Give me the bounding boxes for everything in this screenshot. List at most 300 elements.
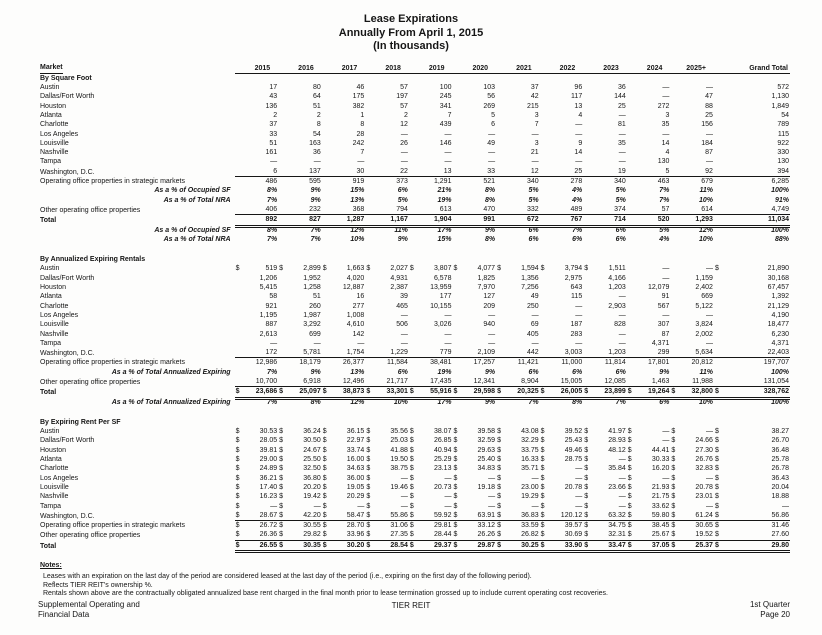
dollar-sign: $ xyxy=(714,502,719,510)
table-row xyxy=(40,157,790,166)
cell: 1,206 xyxy=(259,274,278,282)
cell: 49 xyxy=(530,293,539,301)
cell: 130 xyxy=(777,158,789,166)
dollar-sign: $ xyxy=(540,541,545,549)
cell: 260 xyxy=(309,302,321,310)
cell: 14 xyxy=(661,139,670,147)
dollar-sign: $ xyxy=(714,474,719,482)
cell: 283 xyxy=(570,330,583,338)
cell: 47 xyxy=(705,93,713,101)
cell: 8% xyxy=(572,398,583,406)
cell: 11,988 xyxy=(670,377,714,387)
cell: $ 19,264 xyxy=(627,387,671,397)
year-column-header: 2017 xyxy=(322,63,366,74)
cell: — xyxy=(444,339,452,347)
table-row xyxy=(40,92,790,101)
table-row xyxy=(40,358,790,367)
cell: $ 33.90 xyxy=(540,541,584,551)
table-row xyxy=(40,368,790,377)
footer-center: TIER REIT xyxy=(391,600,431,610)
dollar-sign: $ xyxy=(671,483,676,491)
dollar-sign: $ xyxy=(714,437,719,445)
cell: 30,168 xyxy=(767,274,789,282)
dollar-sign: $ xyxy=(627,474,632,482)
cell: 26,377 xyxy=(342,359,365,367)
cell: 26 xyxy=(400,139,408,147)
dollar-sign: $ xyxy=(279,456,284,464)
cell: 1,754 xyxy=(322,348,366,358)
table-container xyxy=(40,63,792,552)
dollar-sign: $ xyxy=(627,511,632,519)
dollar-sign: $ xyxy=(627,522,632,530)
cell: 679 xyxy=(701,178,713,186)
year-column-header: 2016 xyxy=(278,63,322,74)
cell: $ 19.52 xyxy=(670,530,714,540)
cell: 1,293 xyxy=(670,215,714,225)
cell: $ 24.67 xyxy=(279,446,321,454)
dollar-sign: $ xyxy=(322,483,327,491)
cell: 405 xyxy=(526,330,539,338)
cell: 465 xyxy=(396,302,408,310)
table-row xyxy=(40,292,790,301)
cell: 33 xyxy=(452,167,496,177)
cell: 117 xyxy=(571,93,583,101)
cell: 6,918 xyxy=(278,377,322,387)
cell: 51 xyxy=(269,139,278,147)
cell: 22 xyxy=(365,167,409,177)
cell: 406 xyxy=(235,205,279,215)
cell: 11% xyxy=(394,226,408,234)
dollar-sign: $ xyxy=(497,511,501,519)
dollar-sign: $ xyxy=(409,465,414,473)
dollar-sign: $ xyxy=(627,428,632,436)
dollar-sign: $ xyxy=(671,541,676,549)
cell: $ 328,762 xyxy=(714,387,790,397)
dollar-sign: $ xyxy=(453,511,458,519)
cell: 9% xyxy=(310,196,321,204)
cell: $ — xyxy=(540,465,583,473)
cell: $ 36.80 xyxy=(279,474,321,482)
cell: $ 27.30 xyxy=(671,446,713,454)
cell: $ 16.23 xyxy=(235,493,278,501)
table-row xyxy=(40,167,790,177)
cell: 115 xyxy=(777,130,789,138)
cell: 6,285 xyxy=(771,178,789,186)
dollar-sign: $ xyxy=(366,456,371,464)
cell: 12 xyxy=(400,121,408,129)
cell: — xyxy=(400,330,408,338)
cell: 2,109 xyxy=(452,348,496,358)
cell: 12,496 xyxy=(322,377,366,387)
dollar-sign: $ xyxy=(627,502,632,510)
dollar-sign: $ xyxy=(540,428,545,436)
cell: 12,887 xyxy=(342,284,365,292)
cell: $ 17.40 xyxy=(235,483,278,491)
cell: 520 xyxy=(627,215,671,225)
row-label: Los Angeles xyxy=(40,474,79,482)
cell: 11,000 xyxy=(561,359,583,367)
cell: 3,026 xyxy=(433,321,452,329)
table-row xyxy=(40,483,790,492)
dollar-sign: $ xyxy=(235,541,240,549)
cell: $ 19.18 xyxy=(453,483,496,491)
cell: 12,341 xyxy=(452,377,496,387)
section-header-row xyxy=(40,418,790,427)
table-row xyxy=(40,83,790,92)
dollar-sign: $ xyxy=(714,541,719,549)
cell: 156 xyxy=(701,121,713,129)
cell: $ 16.00 xyxy=(322,456,365,464)
cell: — xyxy=(444,330,452,338)
cell: 12% xyxy=(350,226,365,234)
cell: — xyxy=(488,330,496,338)
row-label: Other operating office properties xyxy=(40,532,141,540)
row-label: Other operating office properties xyxy=(40,206,141,214)
cell: 172 xyxy=(235,348,279,358)
cell: $ 25.03 xyxy=(366,437,408,445)
cell: 87 xyxy=(705,149,713,157)
cell: — xyxy=(270,158,278,166)
table-row xyxy=(40,330,790,339)
cell: $ 34.63 xyxy=(322,465,365,473)
cell: $ 44.41 xyxy=(627,446,670,454)
cell: 4,166 xyxy=(608,274,626,282)
cell: $ 30.50 xyxy=(279,437,321,445)
table-row xyxy=(40,226,790,235)
cell: $ 28.93 xyxy=(584,437,626,445)
cell: 922 xyxy=(777,139,789,147)
table-row xyxy=(40,264,790,273)
cell: 373 xyxy=(396,178,408,186)
cell: 69 xyxy=(530,321,539,329)
dollar-sign: $ xyxy=(235,428,240,436)
cell: 7 xyxy=(360,149,365,157)
cell: $ 34.75 xyxy=(584,522,626,530)
dollar-sign: $ xyxy=(453,428,458,436)
cell: $ 39.57 xyxy=(540,522,583,530)
dollar-sign: $ xyxy=(714,446,719,454)
dollar-sign: $ xyxy=(322,465,327,473)
cell: 7 xyxy=(534,121,539,129)
cell: 3 xyxy=(534,139,539,147)
row-label: Louisville xyxy=(40,139,69,147)
cell: $ 43.08 xyxy=(497,428,539,436)
cell: $ 36.00 xyxy=(322,474,365,482)
cell: 250 xyxy=(526,302,539,310)
cell: 7% xyxy=(310,235,321,243)
cell: 13 xyxy=(574,102,583,110)
dollar-sign: $ xyxy=(584,456,589,464)
cell: 130 xyxy=(657,158,670,166)
dollar-sign: $ xyxy=(279,541,284,549)
dollar-sign: $ xyxy=(671,446,676,454)
cell: 12,079 xyxy=(647,284,670,292)
cell: 87 xyxy=(661,330,670,338)
cell: 3 xyxy=(665,111,670,119)
cell: 18,477 xyxy=(767,321,789,329)
cell: 7 xyxy=(447,111,452,119)
cell: $ 25.50 xyxy=(279,456,321,464)
dollar-sign: $ xyxy=(366,483,371,491)
cell: 1,167 xyxy=(365,215,409,225)
cell: $ — xyxy=(671,502,713,510)
cell: $ 23.01 xyxy=(671,493,713,501)
cell: 1,159 xyxy=(695,274,713,282)
cell: 2 xyxy=(316,111,321,119)
table-row xyxy=(40,274,790,283)
cell: 6% xyxy=(615,368,626,376)
cell: — xyxy=(313,339,321,347)
title-line-3: (In thousands) xyxy=(373,40,449,52)
cell: 672 xyxy=(496,215,540,225)
cell: — xyxy=(618,158,626,166)
cell: 1,392 xyxy=(771,293,789,301)
dollar-sign: $ xyxy=(540,388,545,396)
cell: 4,371 xyxy=(771,339,789,347)
cell: $ 21.75 xyxy=(627,493,670,501)
dollar-sign: $ xyxy=(584,428,589,436)
dollar-sign: $ xyxy=(322,493,327,501)
table-row xyxy=(40,446,790,455)
cell: 6% xyxy=(615,235,626,243)
cell: 12,986 xyxy=(255,359,278,367)
footer-right xyxy=(750,600,790,619)
cell: $ 20,325 xyxy=(496,387,540,397)
cell: 779 xyxy=(409,348,453,358)
cell: $ 28.75 xyxy=(540,456,583,464)
cell: $ 30.65 xyxy=(671,522,713,530)
cell: $ 1,511 xyxy=(584,265,626,273)
cell: $ 19.05 xyxy=(322,483,365,491)
dollar-sign: $ xyxy=(279,428,284,436)
cell: 11% xyxy=(699,368,713,376)
dollar-sign: $ xyxy=(497,265,501,273)
cell: $ — xyxy=(409,493,452,501)
dollar-sign: $ xyxy=(497,483,501,491)
dollar-sign: $ xyxy=(366,474,371,482)
cell: 64 xyxy=(312,93,321,101)
cell: $ 37.05 xyxy=(627,541,671,551)
cell: $ — xyxy=(409,502,452,510)
cell: 2,975 xyxy=(564,274,583,282)
cell: 11,814 xyxy=(604,359,626,367)
dollar-sign: $ xyxy=(671,428,676,436)
cell: 10% xyxy=(698,235,713,243)
cell: 699 xyxy=(309,330,321,338)
cell: $ 28.05 xyxy=(235,437,278,445)
cell: 15,005 xyxy=(540,377,584,387)
row-label: Operating office properties in strategic markets xyxy=(40,178,185,186)
cell: 51 xyxy=(312,293,321,301)
dollar-sign: $ xyxy=(235,465,240,473)
table-row xyxy=(40,348,790,358)
cell: 9% xyxy=(310,187,321,195)
cell: 2,387 xyxy=(390,284,408,292)
table-row xyxy=(40,235,790,244)
cell: 643 xyxy=(570,284,583,292)
row-label: Tampa xyxy=(40,502,62,510)
cell: — xyxy=(575,302,583,310)
cell: 439 xyxy=(439,121,452,129)
dollar-sign: $ xyxy=(322,388,327,396)
dollar-sign: $ xyxy=(322,456,327,464)
dollar-sign: $ xyxy=(584,541,589,549)
cell: 8 xyxy=(360,121,365,129)
cell: 6% xyxy=(528,226,539,234)
cell: $ — xyxy=(279,502,321,510)
cell: — xyxy=(575,311,583,319)
cell: $ 29.63 xyxy=(453,446,496,454)
row-label: Houston xyxy=(40,446,67,454)
cell: — xyxy=(357,158,365,166)
cell: $ 35.71 xyxy=(497,465,539,473)
cell: — xyxy=(400,130,408,138)
cell: 91 xyxy=(661,293,670,301)
row-label: Dallas/Fort Worth xyxy=(40,274,95,282)
cell: — xyxy=(705,339,713,347)
dollar-sign: $ xyxy=(366,465,371,473)
cell: 9% xyxy=(484,368,496,376)
table-row xyxy=(40,427,790,436)
cell: $ 120.12 xyxy=(540,511,584,521)
dollar-sign: $ xyxy=(279,531,284,539)
cell: — xyxy=(313,158,321,166)
cell: 1,987 xyxy=(303,311,321,319)
dollar-sign: $ xyxy=(540,446,545,454)
dollar-sign: $ xyxy=(235,531,240,539)
cell: $ 30.25 xyxy=(496,541,540,551)
cell: 91% xyxy=(774,196,789,204)
cell: 278 xyxy=(570,178,583,186)
cell: $ 38,873 xyxy=(322,387,366,397)
cell: 277 xyxy=(352,302,365,310)
section-header-row xyxy=(40,255,790,264)
cell: 21,129 xyxy=(767,302,789,310)
row-label: Washington, D.C. xyxy=(40,512,95,520)
cell: 5% xyxy=(615,187,626,195)
cell: 7% xyxy=(659,196,670,204)
cell: — xyxy=(488,130,496,138)
footer-right-line-1: 1st Quarter xyxy=(749,600,790,609)
table-row xyxy=(40,111,790,120)
cell: 19% xyxy=(437,368,452,376)
dollar-sign: $ xyxy=(322,437,327,445)
cell: 2,903 xyxy=(608,302,626,310)
cell: $ — xyxy=(671,428,713,436)
cell: 43 xyxy=(269,93,278,101)
row-label: Austin xyxy=(40,265,60,273)
dollar-sign: $ xyxy=(627,456,632,464)
cell: 572 xyxy=(777,84,789,92)
dollar-sign: $ xyxy=(714,531,719,539)
cell: $ 39.58 xyxy=(453,428,496,436)
cell: 33 xyxy=(269,130,278,138)
cell: 36 xyxy=(618,84,626,92)
cell: $ 61.24 xyxy=(670,511,714,521)
cell: 341 xyxy=(439,102,452,110)
cell: — xyxy=(662,93,670,101)
cell: $ 26.70 xyxy=(714,437,789,445)
cell: 21 xyxy=(530,149,539,157)
dollar-sign: $ xyxy=(540,511,545,519)
dollar-sign: $ xyxy=(322,522,327,530)
cell: $ — xyxy=(453,474,496,482)
cell: 9% xyxy=(484,226,496,234)
cell: 4% xyxy=(572,196,583,204)
table-row xyxy=(40,205,790,215)
dollar-sign: $ xyxy=(235,483,240,491)
cell: $ 21,890 xyxy=(714,265,789,273)
cell: 81 xyxy=(618,121,626,129)
dollar-sign: $ xyxy=(497,531,501,539)
cell: 1,195 xyxy=(259,311,278,319)
cell: 10% xyxy=(393,398,408,406)
year-column-header: Grand Total xyxy=(714,63,790,74)
cell: $ 16.33 xyxy=(497,456,539,464)
dollar-sign: $ xyxy=(497,541,501,549)
dollar-sign: $ xyxy=(540,483,545,491)
dollar-sign: $ xyxy=(409,265,414,273)
dollar-sign: $ xyxy=(714,428,719,436)
table-row xyxy=(40,398,790,407)
cell: $ — xyxy=(540,502,583,510)
cell: 9 xyxy=(578,139,583,147)
dollar-sign: $ xyxy=(584,465,589,473)
cell: 463 xyxy=(657,178,670,186)
cell: 567 xyxy=(657,302,670,310)
cell: 892 xyxy=(235,215,279,225)
cell: $ 25.67 xyxy=(627,530,671,540)
cell: $ 19.42 xyxy=(279,493,321,501)
dollar-sign: $ xyxy=(235,493,240,501)
dollar-sign: $ xyxy=(584,522,589,530)
dollar-sign: $ xyxy=(279,522,284,530)
cell: 4,371 xyxy=(651,339,670,347)
cell: 5,122 xyxy=(695,302,713,310)
cell: 269 xyxy=(483,102,496,110)
row-label: Louisville xyxy=(40,321,69,329)
dollar-sign: $ xyxy=(409,428,414,436)
cell: $ 33.96 xyxy=(322,530,366,540)
dollar-sign: $ xyxy=(671,531,676,539)
cell: — xyxy=(575,158,583,166)
dollar-sign: $ xyxy=(366,522,371,530)
cell: 1,287 xyxy=(322,215,366,225)
year-column-header: 2021 xyxy=(496,63,540,74)
cell: $ 55.86 xyxy=(365,511,409,521)
cell: 16 xyxy=(356,293,365,301)
cell: 2,002 xyxy=(695,330,713,338)
cell: 394 xyxy=(714,167,790,177)
cell: 2,402 xyxy=(695,284,713,292)
cell: $ 30.69 xyxy=(540,530,584,540)
dollar-sign: $ xyxy=(497,493,501,501)
dollar-sign: $ xyxy=(279,493,284,501)
cell: — xyxy=(444,130,452,138)
section-spacer xyxy=(40,244,790,255)
cell: 245 xyxy=(439,93,452,101)
cell: $ 24.66 xyxy=(671,437,713,445)
cell: 13,959 xyxy=(430,284,452,292)
dollar-sign: $ xyxy=(366,531,371,539)
cell: $ 29.81 xyxy=(409,522,452,530)
dollar-sign: $ xyxy=(714,456,719,464)
cell: 7% xyxy=(267,368,278,376)
cell: 828 xyxy=(614,321,626,329)
notes-heading: Notes: xyxy=(40,562,62,570)
cell: 100 xyxy=(439,84,452,92)
cell: 4,749 xyxy=(714,205,790,215)
